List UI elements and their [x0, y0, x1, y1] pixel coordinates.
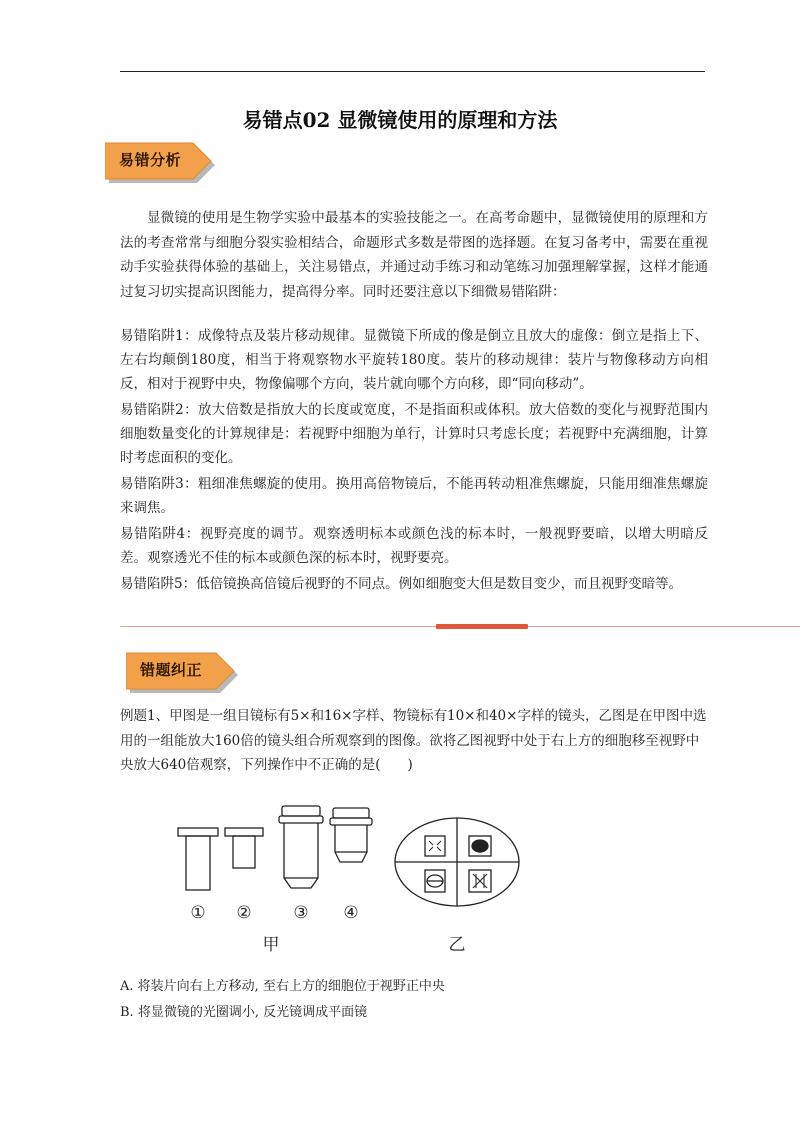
microscope-figure: [170, 800, 550, 960]
figure-caption-left: 甲: [262, 935, 280, 955]
trap-item-2: 易错陷阱2：放大倍数是指放大的长度或宽度，不是指面积或体积。放大倍数的变化与视野范围内细胞数量变化的计算规律是：若视野中细胞为单行，计算时只考虑长度；若视野中充满细胞，计算时考虑面积的变化。: [120, 402, 708, 466]
trap-item-5: 易错陷阱5：低倍镜换高倍镜后视野的不同点。例如细胞变大但是数目变少，而且视野变暗等。: [120, 576, 683, 592]
trap-item-1: 易错陷阱1：成像特点及装片移动规律。显微镜下所成的像是倒立且放大的虚像：倒立是指上下、左右均颠倒180度，相当于将观察物水平旋转180度。装片的移动规律：装片与物像移动方向相反，相对于视野中央，物像偏哪个方向，装片就向哪个方向移，即“同向移动”。: [120, 328, 708, 392]
section-badge-correction: [126, 652, 240, 694]
figure-caption-right: 乙: [448, 935, 466, 955]
example-question: 例题1、甲图是一组目镜标有5×和16×字样、物镜标有10×和40×字样的镜头，乙图是在甲图中选用的一组能放大160倍的镜头组合所观察到的图像。欲将乙图视野中处于右上方的细胞移至视野中央放大640倍观察，下列操作中不正确的是( ): [120, 708, 707, 773]
trap-list: [120, 324, 708, 598]
option-b: B. 将显微镜的光圈调小, 反光镜调成平面镜: [120, 1005, 368, 1020]
lens-label-3: ③: [293, 903, 309, 923]
trap-item-4: 易错陷阱4：视野亮度的调节。观察透明标本或颜色浅的标本时，一般视野要暗，以增大明暗反差。观察透光不佳的标本或颜色深的标本时，视野要亮。: [120, 526, 708, 566]
intro-text: 显微镜的使用是生物学实验中最基本的实验技能之一。在高考命题中，显微镜使用的原理和方法的考查常常与细胞分裂实验相结合，命题形式多数是带图的选择题。在复习备考中，需要在重视动手实验获得体验的基础上，关注易错点，并通过动手练习和动笔练习加强理解掌握，这样才能通过复习切实提高识图能力，提高得分率。同时还要注意以下细微易错陷阱：: [120, 210, 708, 300]
badge-label: 易错分析: [119, 151, 182, 169]
badge-label: 错题纠正: [140, 661, 203, 679]
section-divider-accent: [436, 624, 528, 629]
lens-3-icon: [279, 806, 323, 888]
answer-options: [120, 974, 445, 1026]
section-badge-analysis: [105, 142, 217, 184]
trap-item-3: 易错陷阱3：粗细准焦螺旋的使用。换用高倍物镜后，不能再转动粗准焦螺旋，只能用细准焦螺旋来调焦。: [120, 476, 708, 516]
lens-label-1: ①: [190, 903, 206, 923]
lens-label-4: ④: [343, 903, 359, 923]
field-of-view-icon: [395, 818, 519, 906]
lens-label-2: ②: [236, 903, 252, 923]
lens-4-icon: [330, 808, 372, 862]
lens-2-icon: [225, 828, 263, 868]
intro-paragraph: [120, 206, 708, 304]
header-rule: [120, 71, 705, 72]
page-title: 易错点02 显微镜使用的原理和方法: [242, 108, 558, 132]
lens-1-icon: [178, 828, 218, 890]
option-a: A. 将装片向右上方移动, 至右上方的细胞位于视野正中央: [120, 979, 445, 994]
